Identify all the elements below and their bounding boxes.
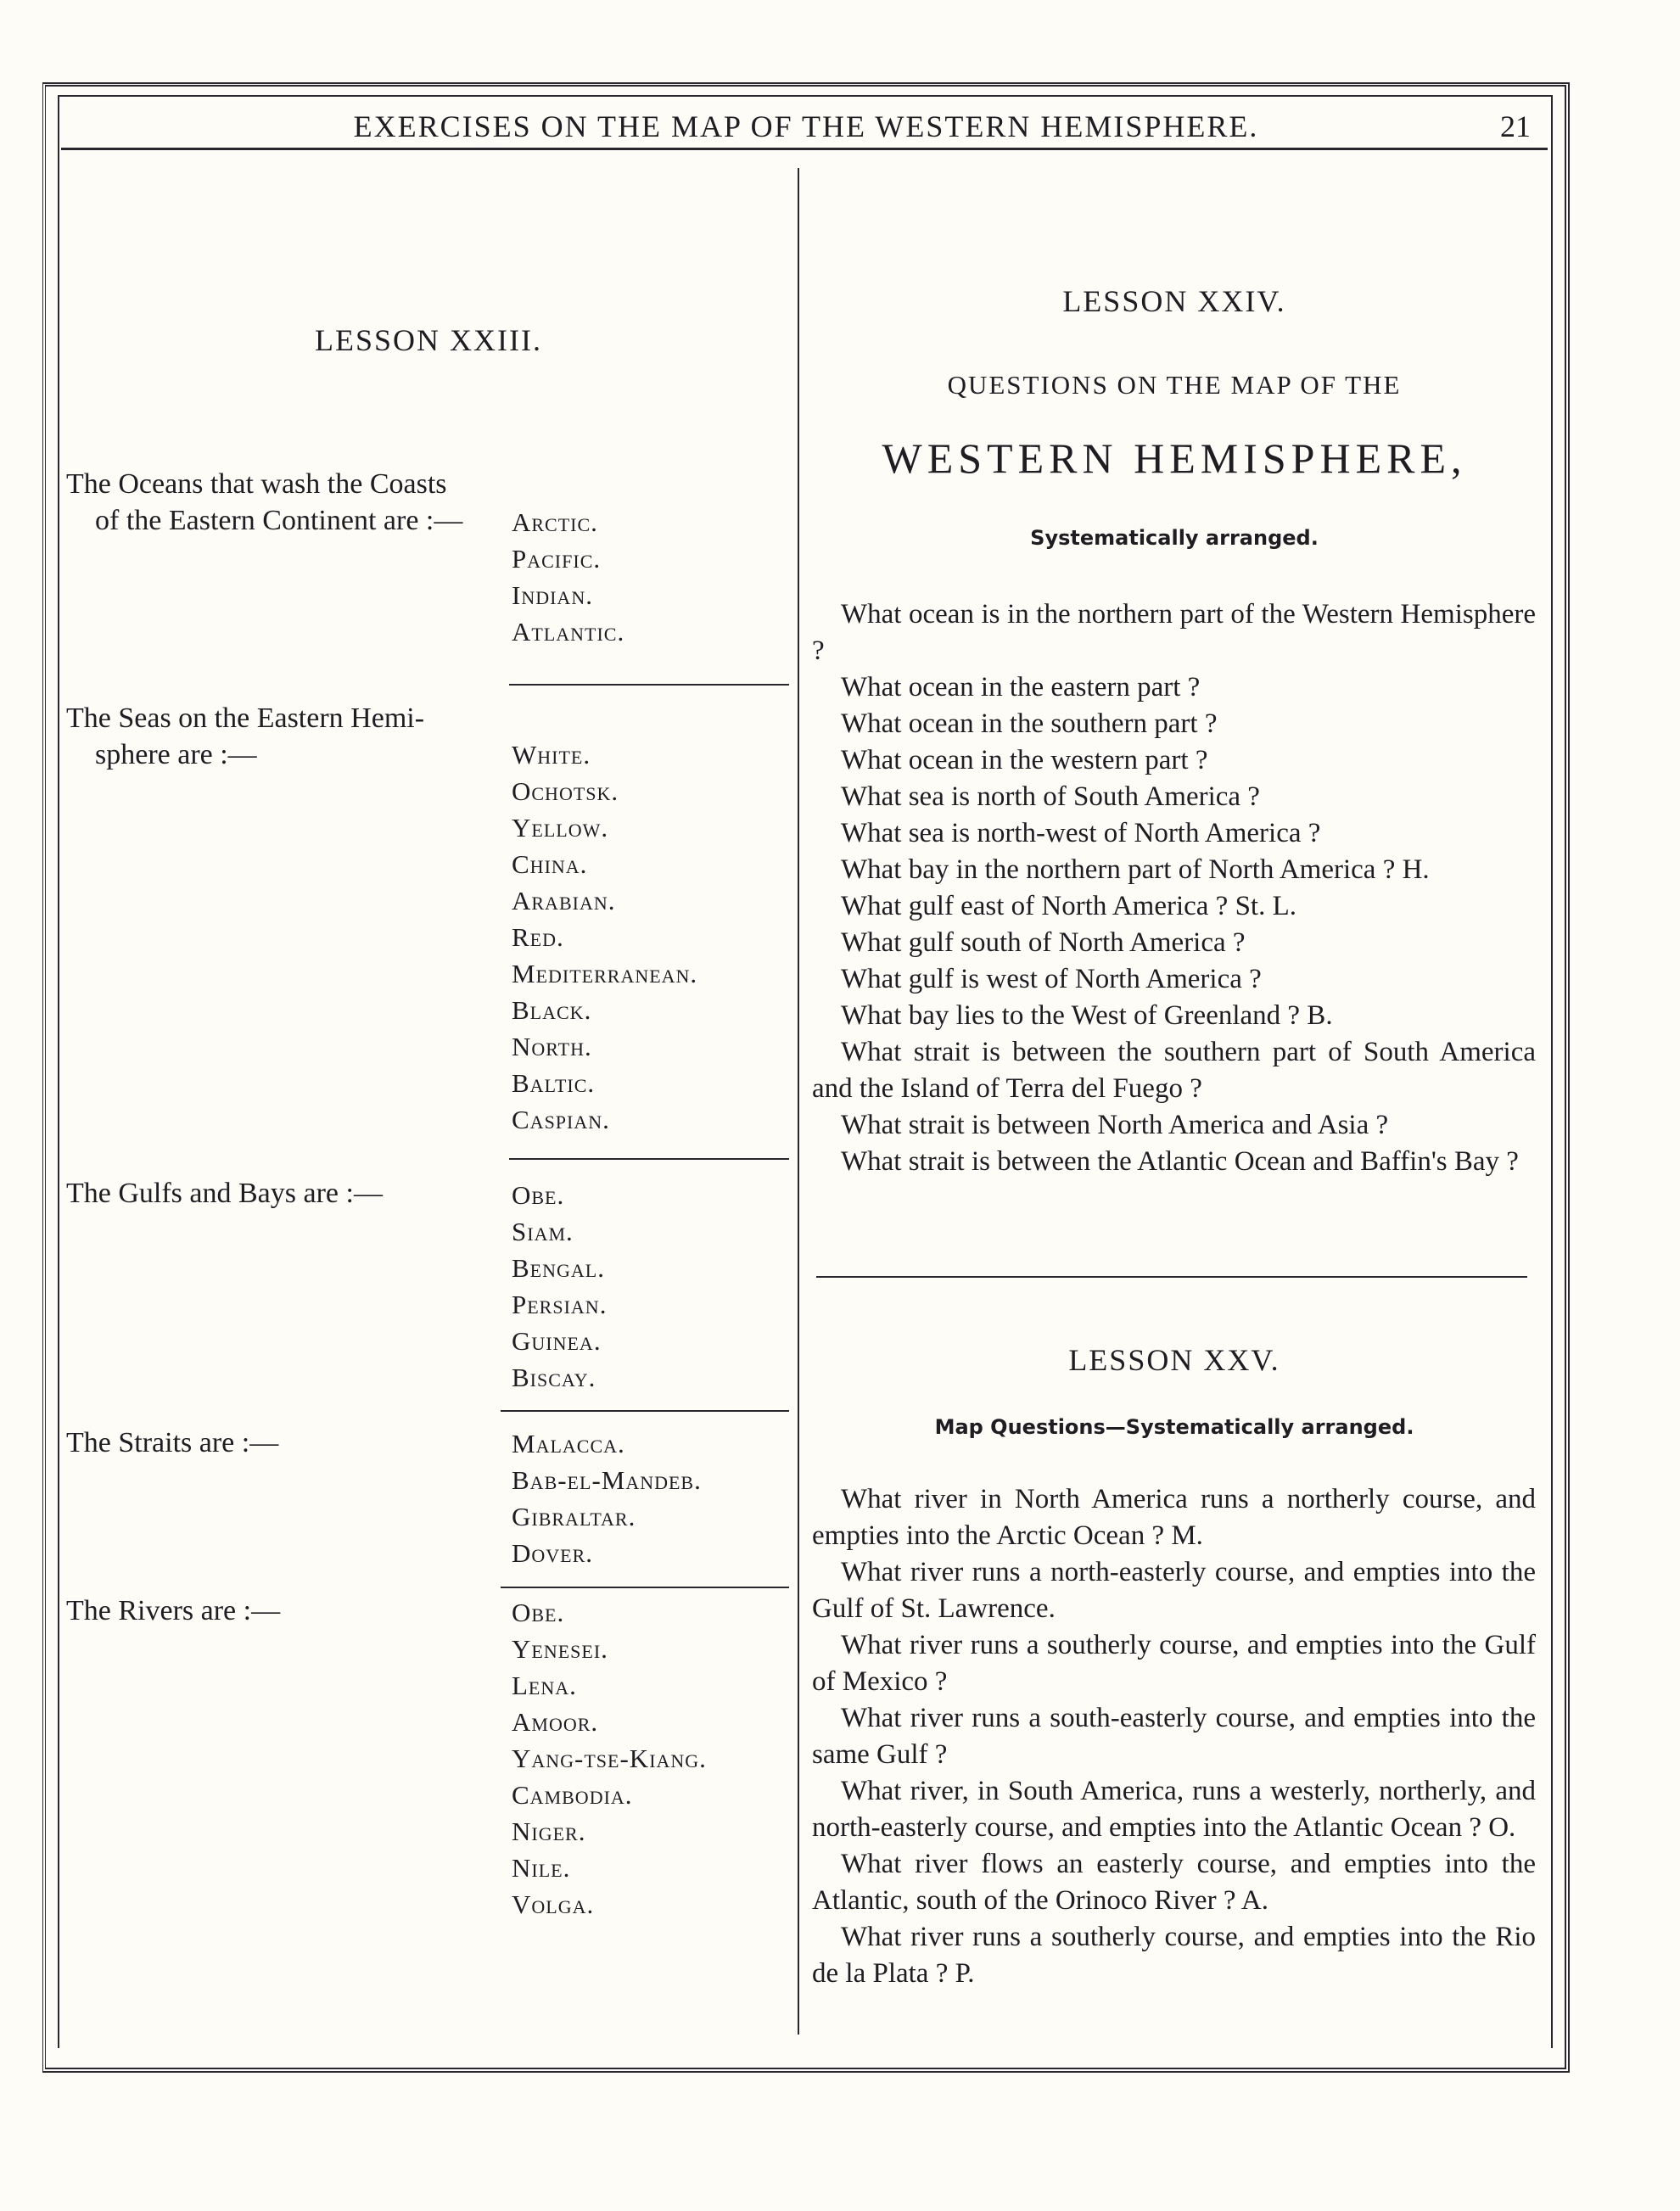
list-item: Caspian. — [512, 1105, 610, 1134]
list-item: Gibraltar. — [512, 1502, 636, 1531]
question: What strait is between the southern part of South America and the Island of Terra del Fuego ? — [812, 1037, 1536, 1104]
section-rule — [509, 1158, 789, 1160]
list-item: Baltic. — [512, 1068, 596, 1098]
rivers-list — [512, 1594, 707, 1923]
list-item: Amoor. — [512, 1707, 599, 1737]
question: What river runs a southerly course, and empties into the Rio de la Plata ? P. — [812, 1922, 1536, 1989]
lesson-25-title: LESSON XXV. — [1068, 1343, 1280, 1377]
seas-label-line1: The Seas on the Eastern Hemi- — [66, 702, 425, 734]
list-item: Arctic. — [512, 507, 598, 537]
question: What gulf south of North America ? — [841, 927, 1246, 958]
lesson-25-questions — [812, 1481, 1536, 1992]
question: What bay lies to the West of Greenland ? B. — [841, 1000, 1333, 1031]
lesson-24-questions — [812, 596, 1536, 1180]
question: What ocean is in the northern part of the Western Hemisphere ? — [812, 599, 1536, 666]
list-item: Guinea. — [512, 1326, 602, 1356]
oceans-list — [512, 504, 624, 650]
question: What strait is between the Atlantic Ocean and Baffin's Bay ? — [841, 1146, 1519, 1177]
question: What gulf east of North America ? St. L. — [841, 891, 1297, 921]
rivers-label: The Rivers are :— — [66, 1595, 281, 1626]
list-item: Black. — [512, 995, 592, 1025]
seas-list — [512, 736, 697, 1138]
list-item: Dover. — [512, 1538, 594, 1568]
question: What river, in South America, runs a westerly, northerly, and north-easterly course, and empties into the Atlantic Ocean ? O. — [812, 1776, 1536, 1843]
question: What river runs a southerly course, and empties into the Gulf of Mexico ? — [812, 1630, 1536, 1697]
list-item: Lena. — [512, 1671, 577, 1700]
list-item: Yang-tse-Kiang. — [512, 1744, 707, 1773]
lesson-24-title: LESSON XXIV. — [1062, 284, 1286, 318]
list-item: Volga. — [512, 1889, 595, 1919]
list-item: Niger. — [512, 1816, 586, 1846]
section-rule — [501, 1410, 789, 1412]
list-item: Obe. — [512, 1598, 565, 1627]
question: What ocean in the eastern part ? — [841, 672, 1201, 702]
header-rule — [61, 148, 1548, 150]
oceans-label-line1: The Oceans that wash the Coasts — [66, 468, 447, 500]
question: What ocean in the southern part ? — [841, 708, 1218, 739]
list-item: China. — [512, 849, 588, 879]
question: What ocean in the western part ? — [841, 745, 1208, 775]
question: What bay in the northern part of North America ? H. — [841, 854, 1430, 885]
lesson-24-hemisphere-title: WESTERN HEMISPHERE, — [882, 434, 1467, 482]
list-item: Cambodia. — [512, 1780, 633, 1810]
question: What river flows an easterly course, and empties into the Atlantic, south of the Orinoco River ? A. — [812, 1849, 1536, 1916]
straits-list — [512, 1425, 702, 1571]
list-item: Pacific. — [512, 544, 602, 574]
list-item: Bengal. — [512, 1253, 605, 1283]
list-item: Malacca. — [512, 1429, 625, 1458]
list-item: Arabian. — [512, 886, 616, 915]
page-number: 21 — [1500, 109, 1531, 143]
list-item: Mediterranean. — [512, 959, 698, 988]
gulfs-label: The Gulfs and Bays are :— — [66, 1178, 383, 1209]
oceans-label-line2: of the Eastern Continent are :— — [95, 505, 463, 536]
question: What river runs a north-easterly course, and empties into the Gulf of St. Lawrence. — [812, 1557, 1536, 1624]
column-divider — [798, 168, 799, 2035]
question: What sea is north-west of North America ? — [841, 818, 1321, 848]
lesson-24-subtitle: Systematically arranged. — [1030, 526, 1319, 550]
lesson-23-title: LESSON XXIII. — [315, 323, 542, 357]
question: What river runs a south-easterly course, and empties into the same Gulf ? — [812, 1703, 1536, 1770]
list-item: Persian. — [512, 1290, 608, 1319]
list-item: Indian. — [512, 580, 593, 610]
seas-label — [66, 700, 507, 773]
question: What sea is north of South America ? — [841, 781, 1260, 812]
list-item: Red. — [512, 922, 564, 952]
list-item: Bab-el-Mandeb. — [512, 1465, 702, 1495]
lesson-separator-rule — [816, 1276, 1527, 1278]
lesson-24-heading: QUESTIONS ON THE MAP OF THE — [947, 370, 1402, 400]
list-item: Nile. — [512, 1853, 571, 1883]
question: What river in North America runs a northerly course, and empties into the Arctic Ocean ? M. — [812, 1484, 1536, 1551]
lesson-25-subtitle: Map Questions—Systematically arranged. — [934, 1415, 1414, 1439]
list-item: Yenesei. — [512, 1634, 608, 1664]
list-item: North. — [512, 1032, 592, 1061]
gulfs-list — [512, 1177, 607, 1396]
section-rule — [509, 684, 789, 686]
list-item: Yellow. — [512, 813, 609, 842]
list-item: Atlantic. — [512, 617, 625, 647]
list-item: Siam. — [512, 1217, 574, 1246]
running-header-title: EXERCISES ON THE MAP OF THE WESTERN HEMISPHERE. — [353, 109, 1259, 143]
list-item: White. — [512, 740, 591, 770]
question: What strait is between North America and Asia ? — [841, 1110, 1389, 1140]
question: What gulf is west of North America ? — [841, 964, 1262, 994]
list-item: Obe. — [512, 1180, 565, 1210]
list-item: Biscay. — [512, 1363, 596, 1392]
list-item: Ochotsk. — [512, 776, 619, 806]
seas-label-line2: sphere are :— — [95, 739, 257, 770]
section-rule — [501, 1587, 789, 1588]
oceans-label — [66, 466, 507, 539]
straits-label: The Straits are :— — [66, 1427, 279, 1458]
